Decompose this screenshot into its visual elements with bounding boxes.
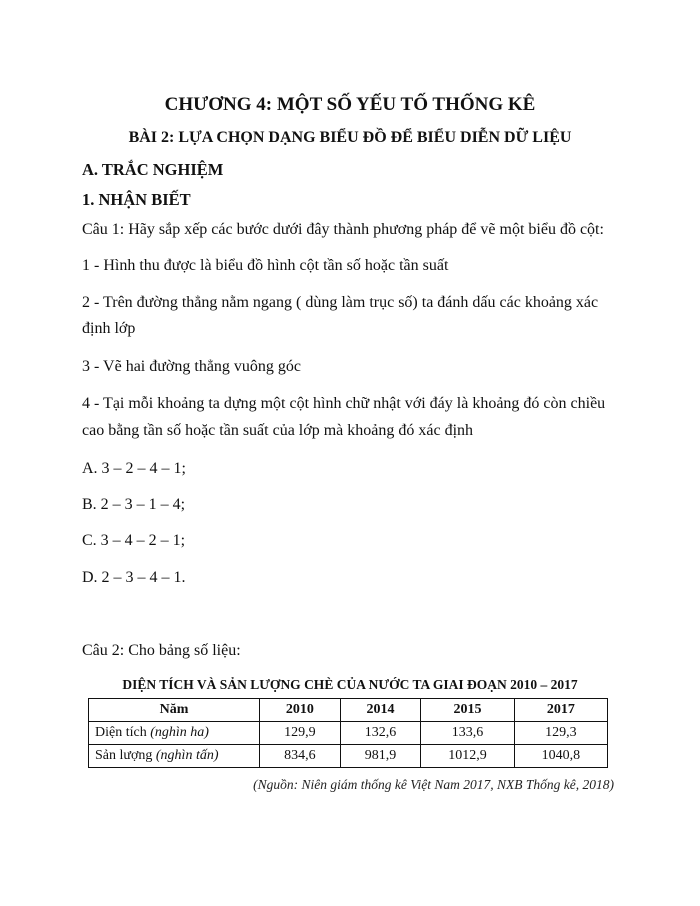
cell-output-2010: 834,6: [260, 745, 341, 768]
chapter-title: CHƯƠNG 4: MỘT SỐ YẾU TỐ THỐNG KÊ: [164, 94, 536, 115]
cell-output-2014: 981,9: [340, 745, 421, 768]
cell-area-2017: 129,3: [514, 722, 607, 745]
row-output-unit: (nghìn tấn): [155, 748, 219, 763]
cell-output-2015: 1012,9: [421, 745, 514, 768]
header-2015: 2015: [421, 699, 514, 722]
question-1-option-d: D. 2 – 3 – 4 – 1.: [82, 569, 186, 586]
lesson-title: BÀI 2: LỰA CHỌN DẠNG BIỂU ĐỒ ĐỂ BIỂU DIỄN DỮ LIỆU: [128, 129, 572, 146]
section-title: A. TRẮC NGHIỆM: [82, 160, 224, 179]
question-1-step-2-line-1: 2 - Trên đường thẳng nằm ngang ( dùng làm trục số) ta đánh dấu các khoảng xác: [82, 294, 599, 311]
table-source: (Nguồn: Niên giám thống kê Việt Nam 2017, NXB Thống kê, 2018): [253, 777, 614, 792]
table-title: DIỆN TÍCH VÀ SẢN LƯỢNG CHÈ CỦA NƯỚC TA GIAI ĐOẠN 2010 – 2017: [122, 677, 578, 692]
cell-output-2017: 1040,8: [514, 745, 607, 768]
question-1-step-3: 3 - Vẽ hai đường thẳng vuông góc: [82, 358, 302, 375]
row-area-label: [89, 722, 260, 745]
header-2014: 2014: [340, 699, 421, 722]
question-1-option-b: B. 2 – 3 – 1 – 4;: [82, 496, 186, 513]
question-1-step-4-line-2: cao bằng tần số hoặc tần suất của lớp mà khoảng đó xác định: [82, 422, 474, 439]
cell-area-2015: 133,6: [421, 722, 514, 745]
question-1-option-a: A. 3 – 2 – 4 – 1;: [82, 460, 186, 477]
question-1-prompt: Câu 1: Hãy sắp xếp các bước dưới đây thành phương pháp để vẽ một biểu đồ cột:: [82, 221, 604, 238]
question-1-step-1: 1 - Hình thu được là biểu đồ hình cột tần số hoặc tần suất: [82, 257, 449, 274]
cell-area-2014: 132,6: [340, 722, 421, 745]
question-2-prompt: Câu 2: Cho bảng số liệu:: [82, 642, 241, 659]
question-1-step-2-line-2: định lớp: [82, 320, 136, 337]
table-header-row: [89, 699, 608, 722]
header-2010: 2010: [260, 699, 341, 722]
question-1-step-4-line-1: 4 - Tại mỗi khoảng ta dựng một cột hình chữ nhật với đáy là khoảng đó còn chiều: [82, 395, 606, 412]
cell-area-2010: 129,9: [260, 722, 341, 745]
header-year: Năm: [89, 699, 260, 722]
row-output-label: [89, 745, 260, 768]
question-1-option-c: C. 3 – 4 – 2 – 1;: [82, 532, 186, 549]
row-output-label-text: Sản lượng: [95, 748, 156, 763]
data-table: [88, 698, 608, 768]
row-area-unit: (nghìn ha): [150, 725, 209, 740]
table-row-area: [89, 722, 608, 745]
header-2017: 2017: [514, 699, 607, 722]
subsection-title: 1. NHẬN BIẾT: [82, 190, 191, 209]
table-row-output: [89, 745, 608, 768]
row-area-label-text: Diện tích: [95, 725, 151, 740]
